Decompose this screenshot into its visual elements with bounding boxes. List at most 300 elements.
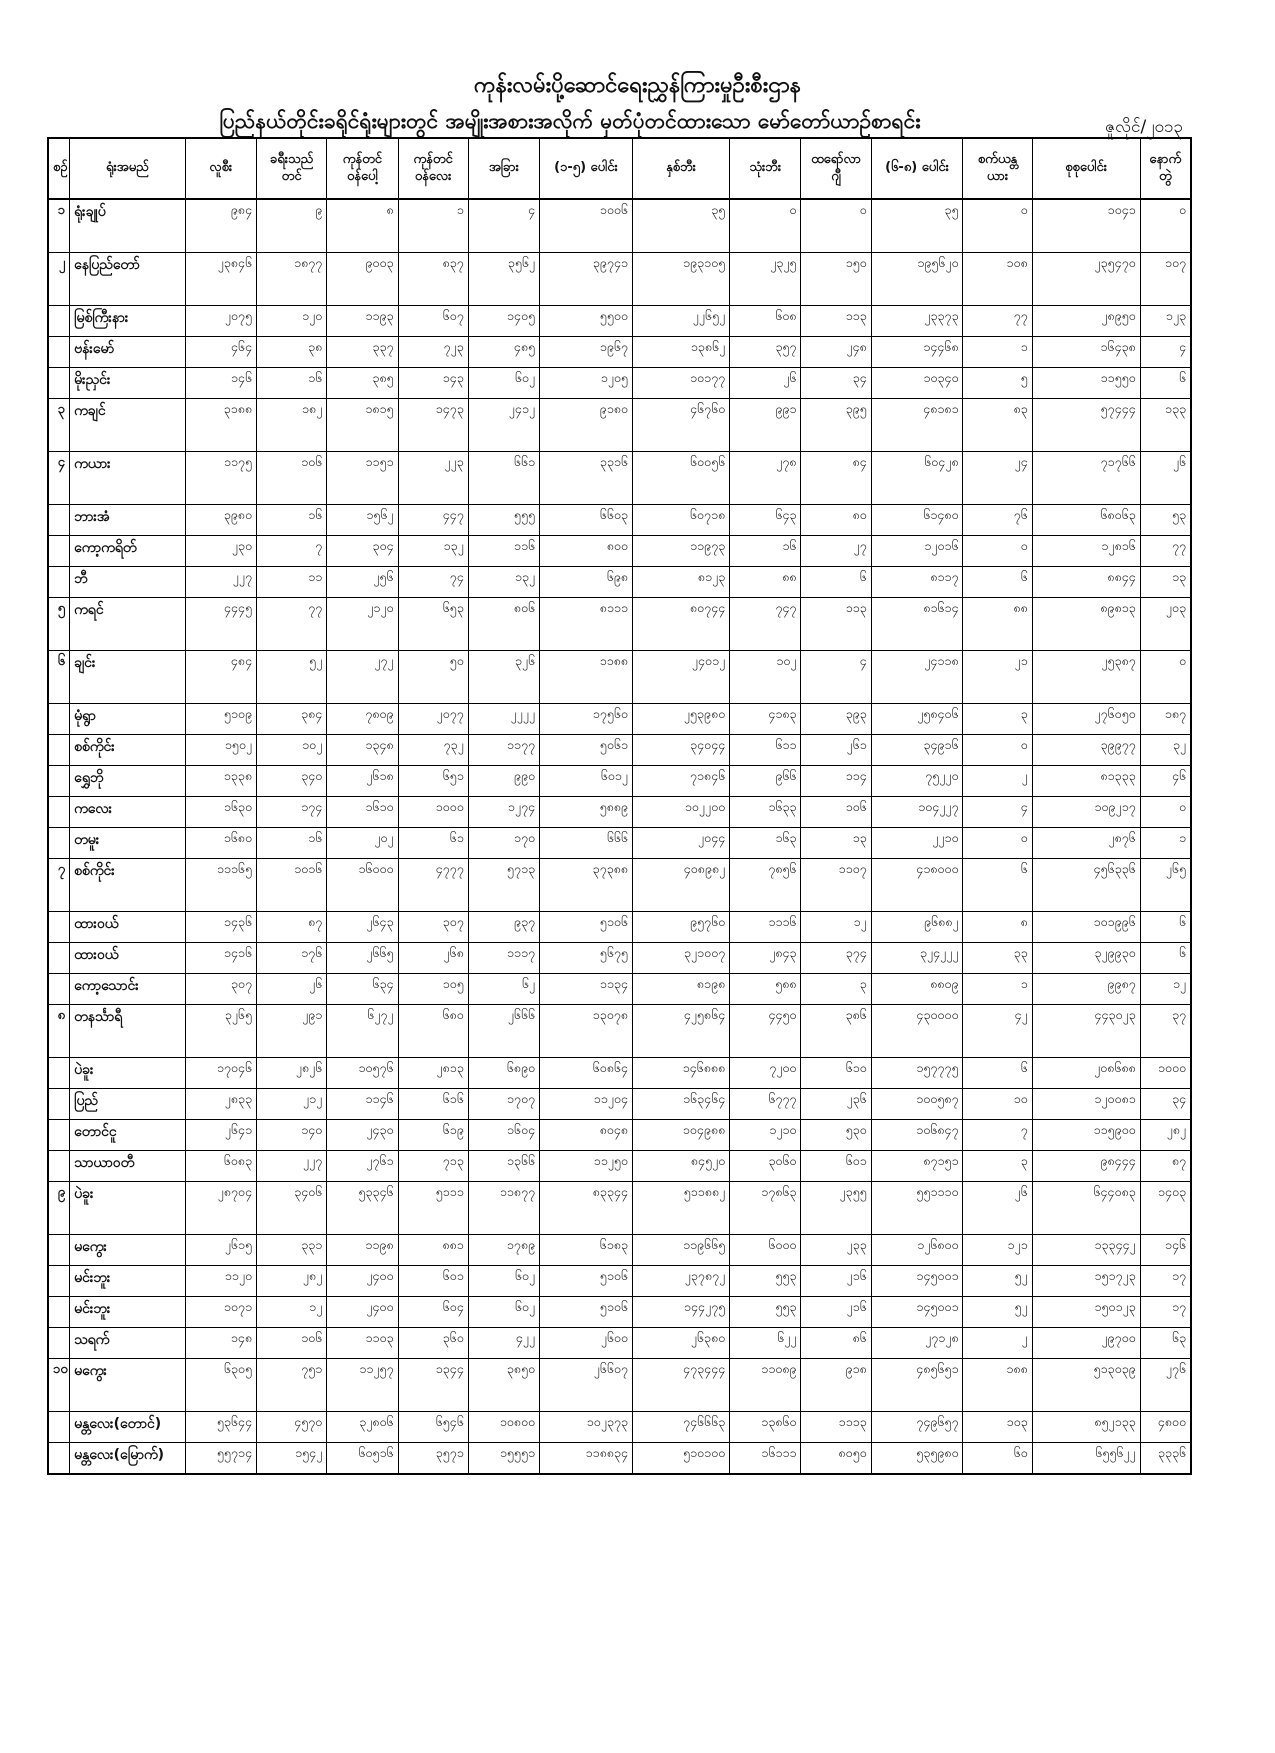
value-cell: ၈၄၅၂၀ [632,1151,729,1182]
value-cell: ၁၂၁၀ [730,1120,801,1151]
value-cell: ၂ [963,1328,1032,1359]
value-cell: ၁၈၈ [963,1359,1032,1412]
value-cell: ၃၄၉၁၆ [871,735,963,766]
value-cell: ၈၄ [801,452,871,505]
value-cell: ၄၁၈၃ [730,704,801,735]
value-cell: ၃၂၉၉၃၀ [1032,943,1140,974]
value-cell: ၁၆၃၀ [185,797,256,828]
value-cell: ၁၀၄၁ [1032,199,1140,253]
row-number [48,567,70,598]
value-cell: ၆၉၈ [540,567,633,598]
value-cell: ၈၈၄၄ [1032,567,1140,598]
value-cell: ၆၀၂ [468,368,539,399]
value-cell: ၀ [1140,199,1191,253]
value-cell: ၇၅၂၂၀ [871,766,963,797]
value-cell: ၅၁၀၆ [540,1266,633,1297]
value-cell: ၃၃ [963,943,1032,974]
value-cell: ၁၀၅၇၆ [327,1058,398,1089]
value-cell: ၁၃ [801,828,871,859]
value-cell: ၃၄၀၄၄ [632,735,729,766]
table-row [48,1089,1191,1120]
value-cell: ၁၂ [801,912,871,943]
value-cell: ၁၁၂၀ [185,1266,256,1297]
value-cell: ၈၁၁၁ [540,598,633,651]
value-cell: ၃၈၄ [256,704,326,735]
value-cell: ၁၀ [963,1089,1032,1120]
value-cell: ၂၇၂ [327,651,398,704]
value-cell: ၃၇ [1140,1005,1191,1058]
col-header: သုံးဘီး [730,138,801,199]
office-name: ထားဝယ် [70,912,186,943]
value-cell: ၁၁ [256,567,326,598]
value-cell: ၆၆၁ [468,452,539,505]
table-row [48,1058,1191,1089]
value-cell: ၁၀၀၆ [540,199,633,253]
value-cell: ၇၁၇၆၆ [1032,452,1140,505]
value-cell: ၁၄၄၆၈ [871,337,963,368]
value-cell: ၉၆၈၈၂ [871,912,963,943]
value-cell: ၁၃၄၄ [398,1359,468,1412]
table-row [48,1266,1191,1297]
value-cell: ၇၂၀၀ [730,1058,801,1089]
value-cell: ၂၇၆၀၅၀ [1032,704,1140,735]
col-header: ကုန်တင် ဝန်ပေါ့ [327,138,398,199]
office-name: ကော့သောင်း [70,974,186,1005]
value-cell: ၂၀၇၅ [185,306,256,337]
value-cell: ၁၁၁၆ [730,912,801,943]
value-cell: ၅၁၀၆ [540,912,633,943]
value-cell: ၁၀၆ [256,1328,326,1359]
row-number [48,368,70,399]
value-cell: ၆၀၁ [801,1151,871,1182]
value-cell: ၃၂၁၀၀၇ [632,943,729,974]
value-cell: ၁၄၆၈၈၈ [632,1058,729,1089]
office-name: ဘားအံ [70,505,186,536]
value-cell: ၃၀၇ [185,974,256,1005]
value-cell: ၄၀၈၉၈၂ [632,859,729,912]
value-cell: ၉၀၀၃ [327,253,398,306]
value-cell: ၂၇ [801,536,871,567]
table-row [48,567,1191,598]
value-cell: ၁၆၁၁၁ [730,1443,801,1475]
value-cell: ၁၆ [256,828,326,859]
value-cell: ၁၄၄၂၇၅ [632,1297,729,1328]
row-number [48,797,70,828]
value-cell: ၁၉၃၁၀၅ [632,253,729,306]
value-cell: ၃၇၃၈၈ [540,859,633,912]
table-row [48,766,1191,797]
value-cell: ၇ [256,536,326,567]
value-cell: ၂၆၁၈ [327,766,398,797]
table-row [48,368,1191,399]
value-cell: ၄၈၁၈၁ [871,399,963,452]
table-row [48,943,1191,974]
value-cell: ၈၇ [1140,1151,1191,1182]
value-cell: ၅၈၈၉ [540,797,633,828]
value-cell: ၃၅၇၁ [398,1443,468,1475]
value-cell: ၀ [1140,651,1191,704]
row-number [48,1235,70,1266]
value-cell: ၇၇ [963,306,1032,337]
value-cell: ၁၄၁၆ [185,943,256,974]
value-cell: ၄၆၇၆၀ [632,399,729,452]
value-cell: ၄၄၃၀၂၃ [1032,1005,1140,1058]
table-row [48,253,1191,306]
value-cell: ၆၀၈၃ [185,1151,256,1182]
value-cell: ၁၁၁၇ [468,943,539,974]
value-cell: ၄၃၀၀၀၀ [871,1005,963,1058]
row-number: ၁ [48,199,70,253]
value-cell: ၄၆ [1140,766,1191,797]
row-number [48,505,70,536]
value-cell: ၁၆၃၄၆၄ [632,1089,729,1120]
value-cell: ၂၇၆၁ [327,1151,398,1182]
value-cell: ၁၁၈၈၃၄ [540,1443,633,1475]
value-cell: ၃၉၉၇၇ [1032,735,1140,766]
value-cell: ၈ [963,912,1032,943]
value-cell: ၃၄၀၆ [256,1182,326,1235]
value-cell: ၇၁၃ [398,1151,468,1182]
value-cell: ၂၃၃ [801,1235,871,1266]
table-row [48,651,1191,704]
value-cell: ၈ [327,199,398,253]
value-cell: ၁၈၂ [256,399,326,452]
row-number: ၉ [48,1182,70,1235]
value-cell: ၁၀၂၂၀၀ [632,797,729,828]
value-cell: ၉ [256,199,326,253]
value-cell: ၁၂၃ [1140,306,1191,337]
value-cell: ၁၃၈၆၂ [632,337,729,368]
value-cell: ၆ [963,567,1032,598]
value-cell: ၅၃၃၄၆ [327,1182,398,1235]
value-cell: ၁၃၀၇၈ [540,1005,633,1058]
value-cell: ၁၁၂၀၄ [540,1089,633,1120]
office-name: ရွှေဘို [70,766,186,797]
office-name: ကလေး [70,797,186,828]
value-cell: ၈၀၆ [468,598,539,651]
value-cell: ၂၆၆၆ [468,1005,539,1058]
value-cell: ၂၀၈၆၈၈ [1032,1058,1140,1089]
value-cell: ၅၅၀၀ [540,306,633,337]
value-cell: ၄၇၃၄၄၄ [632,1359,729,1412]
value-cell: ၁၂၀၀၈၁ [1032,1089,1140,1120]
value-cell: ၂၄၃၀ [327,1120,398,1151]
value-cell: ၁၀၄၉၈၈ [632,1120,729,1151]
row-number [48,536,70,567]
value-cell: ၂၉၇၀၀ [1032,1328,1140,1359]
value-cell: ၂၆၃၈၀ [632,1328,729,1359]
value-cell: ၂၄၁၁၈ [871,651,963,704]
value-cell: ၄၂ [963,1005,1032,1058]
value-cell: ၁ [963,974,1032,1005]
value-cell: ၁၆၈၀ [185,828,256,859]
value-cell: ၁၃ [1140,567,1191,598]
value-cell: ၁၁၀၈၉ [730,1359,801,1412]
value-cell: ၃၃၃၆ [1140,1443,1191,1475]
value-cell: ၇၈၅၆ [730,859,801,912]
value-cell: ၃၂၆ [468,651,539,704]
value-cell: ၁၇ [1140,1297,1191,1328]
value-cell: ၃၂၆၅ [185,1005,256,1058]
value-cell: ၅၁၀၉ [185,704,256,735]
office-name: မကွေး [70,1235,186,1266]
value-cell: ၂၄၈ [801,337,871,368]
value-cell: ၁၆၄၃၈ [1032,337,1140,368]
value-cell: ၁၅၀၁၂၃ [1032,1297,1140,1328]
value-cell: ၄၈၅ [468,337,539,368]
value-cell: ၃၅၇ [730,337,801,368]
value-cell: ၈၀ [801,505,871,536]
value-cell: ၃၄ [801,368,871,399]
value-cell: ၂၈၉၅၀ [1032,306,1140,337]
value-cell: ၉၁၈၀ [540,399,633,452]
value-cell: ၄၅၇၀ [256,1412,326,1443]
value-cell: ၆၁၉ [398,1120,468,1151]
office-name: မိုးညှင်း [70,368,186,399]
value-cell: ၁၀၇၁ [185,1297,256,1328]
value-cell: ၂၂၂၂ [468,704,539,735]
row-number [48,974,70,1005]
value-cell: ၂၂၃ [398,452,468,505]
value-cell: ၈၀၅၀ [801,1443,871,1475]
value-cell: ၆၅၁ [398,766,468,797]
value-cell: ၅၇၁၃ [468,859,539,912]
value-cell: ၈၈၁ [398,1235,468,1266]
value-cell: ၂၃၂၅ [730,253,801,306]
table-row [48,399,1191,452]
value-cell: ၁၁၇၇ [468,735,539,766]
value-cell: ၁၅၆၂ [327,505,398,536]
value-cell: ၃၄ [1140,1089,1191,1120]
value-cell: ၂ [963,766,1032,797]
value-cell: ၁၈၇၇ [256,253,326,306]
table-row [48,337,1191,368]
value-cell: ၁၀၈ [963,253,1032,306]
value-cell: ၁၀၁၇၇ [632,368,729,399]
office-name: တနင်္သာရီ [70,1005,186,1058]
col-header: (၁-၅) ပေါင်း [540,138,633,199]
value-cell: ၀ [963,735,1032,766]
value-cell: ၆၀၈၆၄ [540,1058,633,1089]
value-cell: ၆၇၇၇ [730,1089,801,1120]
table-row [48,505,1191,536]
value-cell: ၂၃၅၅ [801,1182,871,1235]
value-cell: ၁၇၆ [256,943,326,974]
value-cell: ၀ [963,199,1032,253]
value-cell: ၁၅၇၇၇၅ [871,1058,963,1089]
table-row [48,704,1191,735]
value-cell: ၁၃၂ [398,536,468,567]
value-cell: ၈၃၇ [398,253,468,306]
value-cell: ၇၈၀၉ [327,704,398,735]
value-cell: ၈၅၂၁၃၃ [1032,1412,1140,1443]
value-cell: ၁၃၃ [1140,399,1191,452]
office-name: တမူး [70,828,186,859]
value-cell: ၁၁၈၈ [540,651,633,704]
value-cell: ၁၁၃၄ [540,974,633,1005]
value-cell: ၂၅၆ [327,567,398,598]
value-cell: ၂၄ [963,452,1032,505]
value-cell: ၅၂ [963,1297,1032,1328]
value-cell: ၁၀၀၀ [398,797,468,828]
value-cell: ၂၅၈၄၀၆ [871,704,963,735]
value-cell: ၆ [1140,912,1191,943]
value-cell: ၃၅၆၂ [468,253,539,306]
table-row [48,735,1191,766]
office-name: ကရင် [70,598,186,651]
value-cell: ၀ [730,199,801,253]
value-cell: ၆၃၄ [327,974,398,1005]
value-cell: ၈၉၈၁၃ [1032,598,1140,651]
value-cell: ၂၆၁၅ [185,1235,256,1266]
table-row [48,1443,1191,1475]
value-cell: ၁၁၈၇၇ [468,1182,539,1235]
value-cell: ၄၂၅၈၆၄ [632,1005,729,1058]
value-cell: ၁၁၅၉၀၀ [1032,1120,1140,1151]
value-cell: ၇၃၂ [398,735,468,766]
value-cell: ၆၁၈၃ [540,1235,633,1266]
office-name: ကချင် [70,399,186,452]
value-cell: ၃၃၁ [256,1235,326,1266]
value-cell: ၅၀၆၁ [540,735,633,766]
value-cell: ၂၃၆ [801,1089,871,1120]
value-cell: ၂၀၃ [1140,598,1191,651]
value-cell: ၁၅၁၇၂၃ [1032,1266,1140,1297]
table-row [48,828,1191,859]
table-row [48,1297,1191,1328]
office-name: နေပြည်တော် [70,253,186,306]
value-cell: ၅၂ [256,651,326,704]
value-cell: ၁၁၄ [801,766,871,797]
header-row [48,138,1191,199]
value-cell: ၂၁၂၀ [327,598,398,651]
value-cell: ၁၇၈၉ [468,1235,539,1266]
office-name: မန္တလေး(တောင်) [70,1412,186,1443]
value-cell: ၁၇၀၇ [468,1089,539,1120]
value-cell: ၃ [963,1151,1032,1182]
value-cell: ၆၀၅၁၆ [327,1443,398,1475]
value-cell: ၁၉၆၇ [540,337,633,368]
value-cell: ၁၄၈ [185,1328,256,1359]
value-cell: ၁၄၃ [398,368,468,399]
value-cell: ၃၁၈၈ [185,399,256,452]
value-cell: ၁၀၂ [256,735,326,766]
value-cell: ၃၈၅ [327,368,398,399]
table-row [48,1182,1191,1235]
value-cell: ၆၀၀၀ [730,1235,801,1266]
value-cell: ၄၁၈၀၀၀ [871,859,963,912]
value-cell: ၂၈၁၃ [398,1058,468,1089]
value-cell: ၆၀၄ [398,1297,468,1328]
value-cell: ၃၆၀ [398,1328,468,1359]
value-cell: ၇၁၈၄၆ [632,766,729,797]
value-cell: ၄၄၇ [398,505,468,536]
row-number [48,766,70,797]
value-cell: ၁၂၇၄ [468,797,539,828]
value-cell: ၁၁၃ [801,598,871,651]
row-number [48,943,70,974]
value-cell: ၄၈၅၆၅၁ [871,1359,963,1412]
value-cell: ၀ [801,199,871,253]
value-cell: ၅၈၈ [730,974,801,1005]
value-cell: ၇၄၆၆၆၃ [632,1412,729,1443]
value-cell: ၇၄၇ [730,598,801,651]
office-name: ထားဝယ် [70,943,186,974]
value-cell: ၀ [963,536,1032,567]
row-number [48,1412,70,1443]
value-cell: ၁၁၉၆၆၅ [632,1235,729,1266]
value-cell: ၈၃၃၄၄ [540,1182,633,1235]
value-cell: ၁၄၀၅ [468,306,539,337]
row-number [48,1328,70,1359]
value-cell: ၂၂၇ [256,1151,326,1182]
value-cell: ၆ [963,1058,1032,1089]
value-cell: ၁၆၃ [730,828,801,859]
row-number: ၆ [48,651,70,704]
value-cell: ၁၀၀၅၈၇ [871,1089,963,1120]
value-cell: ၅၃၀ [801,1120,871,1151]
value-cell: ၆၈၉၀ [468,1058,539,1089]
value-cell: ၁၇၈၆၃ [730,1182,801,1235]
value-cell: ၃၂၄၂၂၂ [871,943,963,974]
office-name: ဗန်းမော် [70,337,186,368]
value-cell: ၇၄၉၆၅၇ [871,1412,963,1443]
value-cell: ၈၁၃၃၃ [1032,766,1140,797]
value-cell: ၂၆၅ [1140,859,1191,912]
value-cell: ၆၅၅၆၂၂ [1032,1443,1140,1475]
value-cell: ၉၆၆ [730,766,801,797]
value-cell: ၁၀၂၃၇၃ [540,1412,633,1443]
value-cell: ၁၁၆ [468,536,539,567]
value-cell: ၃၃၇ [327,337,398,368]
col-header: ရုံးအမည် [70,138,186,199]
value-cell: ၆၀၂ [468,1266,539,1297]
value-cell: ၂၈၃၃ [185,1089,256,1120]
row-number: ၃ [48,399,70,452]
value-cell: ၅ [963,368,1032,399]
value-cell: ၁၁၁၆၅ [185,859,256,912]
value-cell: ၁၀၁၉၉၆ [1032,912,1140,943]
value-cell: ၃၉၈၀ [185,505,256,536]
value-cell: ၁၀၄၂၂၇ [871,797,963,828]
value-cell: ၆၅၄၆ [398,1412,468,1443]
row-number [48,1266,70,1297]
value-cell: ၆၃၀၅ [185,1359,256,1412]
value-cell: ၇၄ [398,567,468,598]
value-cell: ၇၆ [963,505,1032,536]
value-cell: ၂၈၂၆ [256,1058,326,1089]
value-cell: ၁၆၃၃ [730,797,801,828]
value-cell: ၈၈ [963,598,1032,651]
value-cell: ၅၁၁၁ [398,1182,468,1235]
value-cell: ၂၇၆ [1140,1359,1191,1412]
value-cell: ၆၂၂ [730,1328,801,1359]
row-number [48,828,70,859]
value-cell: ၉၈၄ [185,199,256,253]
value-cell: ၁၀၀၀ [1140,1058,1191,1089]
value-cell: ၂၃၇၈၇၂ [632,1266,729,1297]
value-cell: ၁၆ [256,505,326,536]
value-cell: ၁၅၄၂ [256,1443,326,1475]
value-cell: ၁၄၅၀၀၁ [871,1297,963,1328]
row-number [48,912,70,943]
value-cell: ၅၁၀၆ [540,1297,633,1328]
value-cell: ၁၀၆၈၄၇ [871,1120,963,1151]
value-cell: ၂၁၂ [256,1089,326,1120]
value-cell: ၆၁၁ [730,735,801,766]
value-cell: ၅၁၁၈၈၂ [632,1182,729,1235]
value-cell: ၈၀၄၈ [540,1120,633,1151]
